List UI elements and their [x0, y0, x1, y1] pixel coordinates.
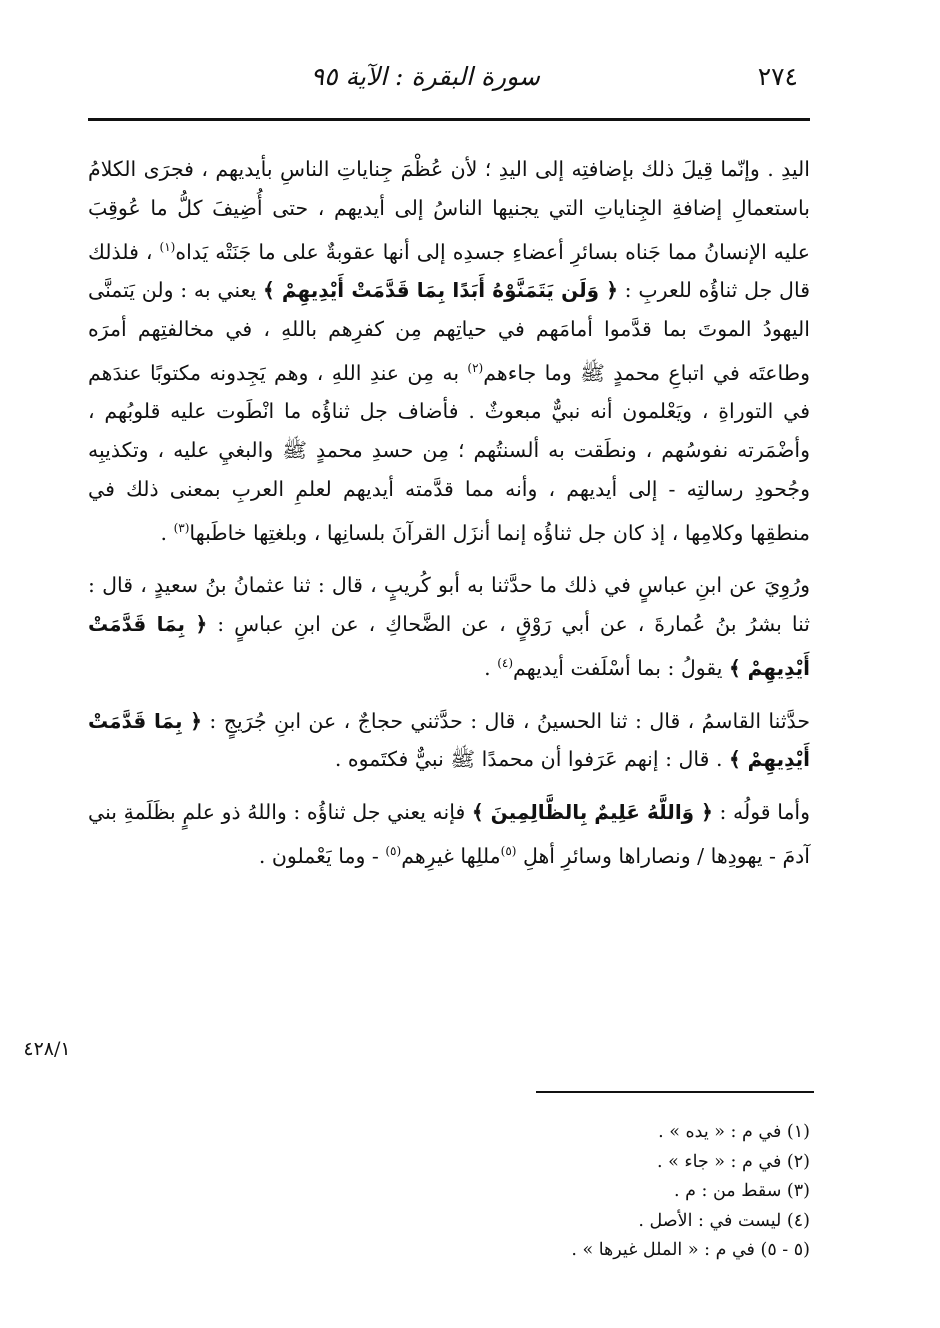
paragraph — [88, 150, 810, 552]
footnote-divider — [536, 1091, 814, 1093]
footnote-marker: (٥) — [385, 844, 402, 859]
text-segment: ورُوِيَ عن ابنِ عباسٍ في ذلك ما حدَّثنا به أبو كُريبٍ ، قال : ثنا عثمانُ بنُ سعيدٍ ، قال : ثنا بشرُ بنُ عُمارةَ ، عن أبي رَوْقٍ ، عن الضَّحاكِ ، عن ابنِ عباسٍ : — [88, 573, 810, 637]
text-segment: به مِن عندِ اللهِ ، وهم يَجِدونه مكتوبًا عندَهم في التوراةِ ، ويَعْلمون أنه نبيٌّ مبعوثٌ . فأضاف جل ثناؤُه ما انْطَوت عليه قلوبُهم ، وأضْمَرته نفوسُهم ، ونطَقت به ألسنتُهم ؛ مِن حسدِ محمدٍ ﷺ والبغيِ عليه ، وتكذيبِه وجُحودِ رسالتِه - إلى أيديهم ، وأنه مما قدَّمته أيديهم لعلمِ العربِ بمعنى ذلك في منطقِها وكلامِها ، إذ كان جل ثناؤُه إنما أنزَل القرآنَ بلسانِها ، وبلغتِها خاطَبها — [88, 360, 810, 545]
page-number: ٢٧٤ — [757, 62, 798, 91]
text-segment: . — [484, 655, 498, 680]
paragraph — [88, 702, 810, 780]
text-segment: - وما يَعْملون . — [258, 843, 386, 868]
running-title: سورة البقرة : الآية ٩٥ — [310, 62, 540, 91]
footnote-marker: (٥) — [500, 844, 517, 859]
footnote-item: (٥ - ٥) في م : « الملل غيرها » . — [571, 1240, 810, 1260]
footnote-item: (٣) سقط من : م . — [674, 1181, 810, 1201]
paragraph — [88, 566, 810, 687]
footnote-marker: (٢) — [467, 360, 484, 375]
footnote-item: (٤) ليست في : الأصل . — [638, 1210, 810, 1231]
text-segment: فإنه يعني جل ثناؤُه : واللهُ ذو علمٍ بظَلَمةِ بني آدمَ - يهودِها / ونصاراها وسائرِ أهلِ — [88, 800, 810, 868]
margin-reference: ٤٢٨/١ — [23, 1038, 71, 1060]
footnote-marker: (٤) — [497, 656, 514, 671]
quran-verse: ﴿ بِمَا قَدَّمَتْ أَيْدِيهِمْ ﴾ — [88, 612, 810, 680]
footnote-item: (٢) في م : « جاء » . — [656, 1151, 810, 1172]
text-segment: . — [160, 520, 174, 545]
text-segment: ، فلذلك قال جل ثناؤُه للعربِ : — [88, 239, 810, 303]
page-header — [88, 58, 810, 98]
footnote-marker: (١) — [159, 239, 176, 254]
text-segment: يقولُ : بما أسْلَفت أيديهم — [513, 655, 729, 680]
text-segment: وأما قولُه : — [712, 800, 811, 825]
text-segment: مللِها غيرِهم — [401, 843, 501, 868]
quran-verse: ﴿ وَاللَّهُ عَلِيمٌ بِالظَّالِمِينَ ﴾ — [471, 800, 713, 825]
text-segment: اليدِ . وإنّما قِيلَ ذلك بإضافتِه إلى اليدِ ؛ لأن عُظْمَ جِناياتِ الناسِ بأيديهم ، فجرَى الكلامُ باستعمالِ إضافةِ الجِناياتِ التي يجنيها الناسُ إلى أيديهم ، حتى أُضِيفَ كلُّ ما عُوقِبَ عليه الإنسانُ مما جَناه بسائرِ أعضاءِ جسدِه إلى أنها عقوبةٌ على ما جَنَتْه يَداه — [88, 157, 810, 264]
paragraph — [88, 793, 810, 875]
footnotes — [88, 1118, 810, 1266]
header-divider — [88, 118, 810, 121]
text-segment: حدَّثنا القاسمُ ، قال : ثنا الحسينُ ، قال : حدَّثني حجاجٌ ، عن ابنِ جُرَيجٍ : — [202, 708, 810, 733]
main-text — [88, 150, 810, 876]
text-segment: . قال : إنهم عَرَفوا أن محمدًا ﷺ نبيٌّ فكتَموه . — [334, 747, 729, 772]
text-segment: يعني به : ولن يَتمنَّى اليهودُ الموتَ بما قدَّموا أمامَهم في حياتِهم مِن كفرِهم باللهِ ، في مخالفتِهم أمرَه وطاعتَه في اتباعِ محمدٍ ﷺ وما جاءهم — [88, 278, 810, 385]
footnote-marker: (٣) — [173, 520, 190, 535]
footnote-item: (١) في م : « يده » . — [658, 1122, 810, 1142]
quran-verse: ﴿ بِمَا قَدَّمَتْ أَيْدِيهِمْ ﴾ — [88, 708, 810, 772]
quran-verse: ﴿ وَلَن يَتَمَنَّوْهُ أَبَدًا بِمَا قَدَّمَتْ أَيْدِيهِمْ ﴾ — [262, 278, 618, 303]
